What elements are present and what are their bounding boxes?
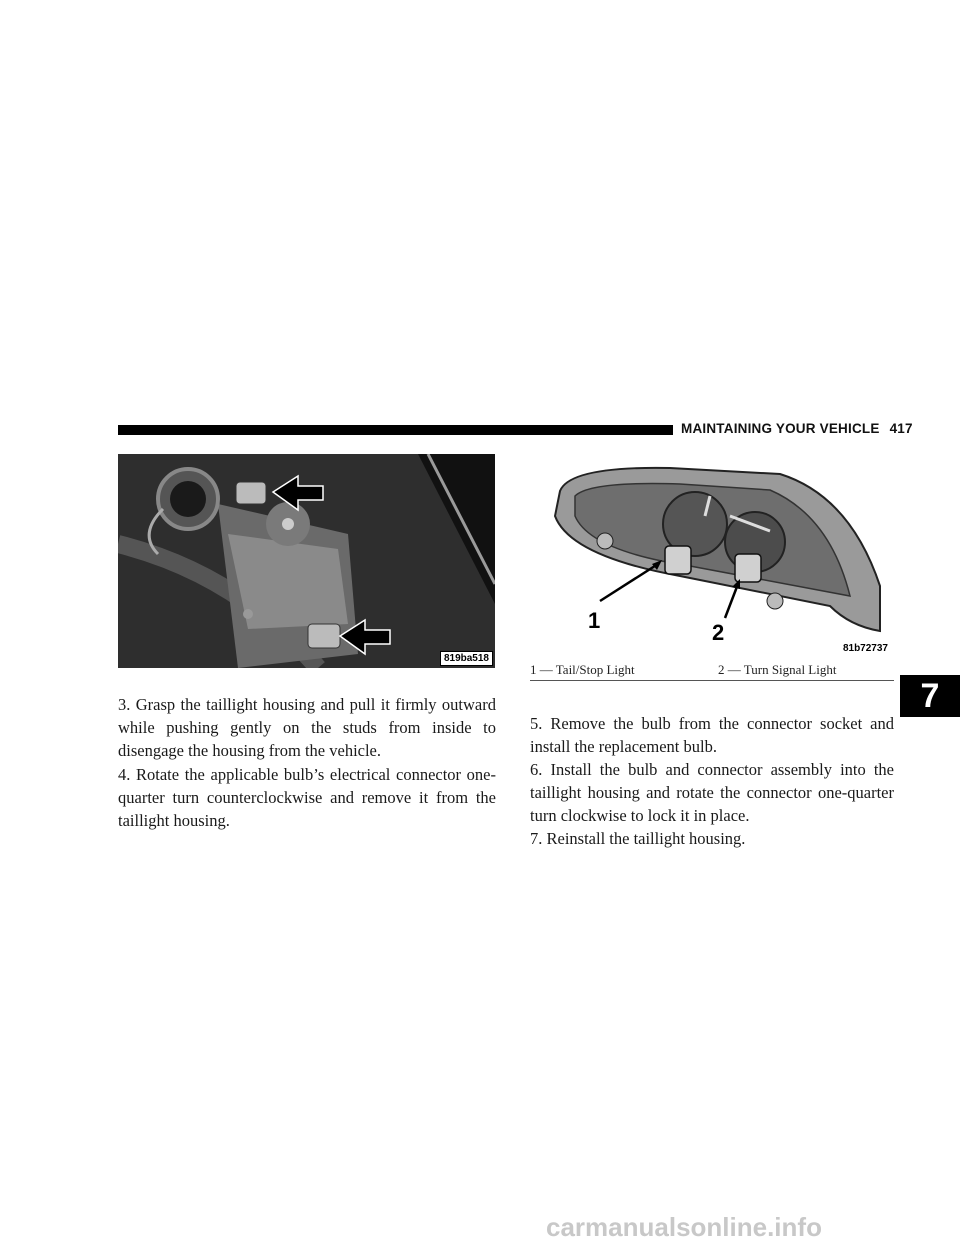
caption-item-1: 1 — Tail/Stop Light xyxy=(530,662,635,677)
section-title: MAINTAINING YOUR VEHICLE xyxy=(681,421,880,436)
trunk-studs-illustration xyxy=(118,454,495,668)
page-number: 417 xyxy=(889,421,913,436)
figure-caption xyxy=(530,662,894,681)
callout-2: 2 xyxy=(712,620,725,645)
figure-code: 81b72737 xyxy=(842,643,888,654)
step-6: 6. Install the bulb and connector assembly into the taillight housing and rotate the connector one-quarter turn clockwise to lock it in place. xyxy=(530,759,894,825)
header-rule xyxy=(118,425,673,435)
callout-1: 1 xyxy=(588,608,601,633)
step-5: 5. Remove the bulb from the connector socket and install the replacement bulb. xyxy=(530,713,894,756)
taillight-illustration xyxy=(530,456,892,656)
watermark: carmanualsonline.info xyxy=(546,1212,822,1242)
step-4: 4. Rotate the applicable bulb’s electrical connector one-quarter turn counterclockwise and remove it from the taillight housing. xyxy=(118,764,496,830)
figure-code: 819ba518 xyxy=(440,651,493,666)
taillight-figure xyxy=(530,456,892,656)
step-7: 7. Reinstall the taillight housing. xyxy=(530,828,746,848)
caption-item-2: 2 — Turn Signal Light xyxy=(718,662,837,677)
chapter-tab: 7 xyxy=(900,675,960,717)
running-header xyxy=(681,421,913,436)
trunk-studs-figure xyxy=(118,454,495,668)
step-3: 3. Grasp the taillight housing and pull it firmly outward while pushing gently on the studs from inside to disengage the housing from the vehicle. xyxy=(118,694,496,760)
